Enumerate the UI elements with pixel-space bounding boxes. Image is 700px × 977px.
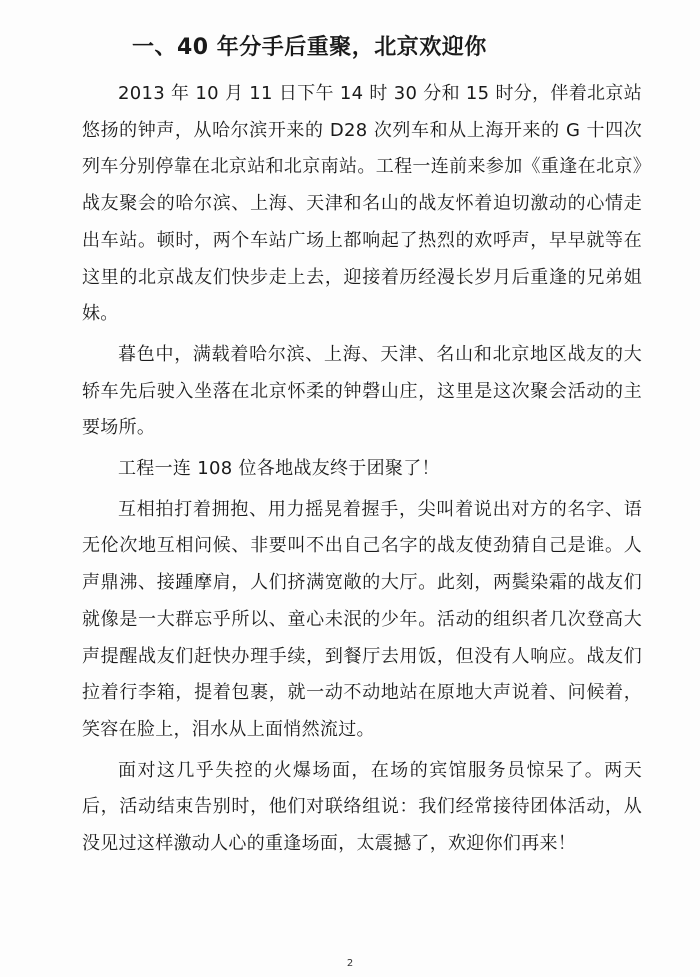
paragraph-reunited: 工程一连 108 位各地战友终于团聚了！: [118, 458, 440, 480]
section-heading: 一、40 年分手后重聚，北京欢迎你: [132, 35, 487, 60]
paragraph-staff: 面对这几乎失控的火爆场面，在场的宾馆服务员惊呆了。两天后，活动结束告别时，他们对联络组说：我们经常接待团体活动，从没见过这样激动人心的重逢场面，太震撼了，欢迎你们再来！: [82, 759, 642, 855]
body-text: [82, 76, 642, 867]
paragraph-greetings: 互相拍打着拥抱、用力摇晃着握手，尖叫着说出对方的名字、语无伦次地互相问候、非要叫不出自己名字的战友使劲猜自己是谁。人声鼎沸、接踵摩肩，人们挤满宽敞的大厅。此刻，两鬓染霜的战友们就像是一大群忘乎所以、童心未泯的少年。活动的组织者几次登高大声提醒战友们赶快办理手续，到餐厅去用饭，但没有人响应。战友们拉着行李箱，提着包裹，就一动不动地站在原地大声说着、问候着，笑容在脸上，泪水从上面悄然流过。: [82, 498, 642, 740]
paragraph-arrival: 2013 年 10 月 11 日下午 14 时 30 分和 15 时分，伴着北京站悠扬的钟声，从哈尔滨开来的 D28 次列车和从上海开来的 G 十四次列车分别停靠在北京站和北京南站。工程一连前来参加《重逢在北京》战友聚会的哈尔滨、上海、天津和名山的战友怀着迫切激动的心情走出车站。顿时，两个车站广场上都响起了热烈的欢呼声，早早就等在这里的北京战友们快步走上去，迎接着历经漫长岁月后重逢的兄弟姐妹。: [82, 83, 642, 325]
page-number: 2: [346, 958, 354, 969]
paragraph-dusk: 暮色中，满载着哈尔滨、上海、天津、名山和北京地区战友的大轿车先后驶入坐落在北京怀柔的钟磬山庄，这里是这次聚会活动的主要场所。: [82, 343, 642, 439]
